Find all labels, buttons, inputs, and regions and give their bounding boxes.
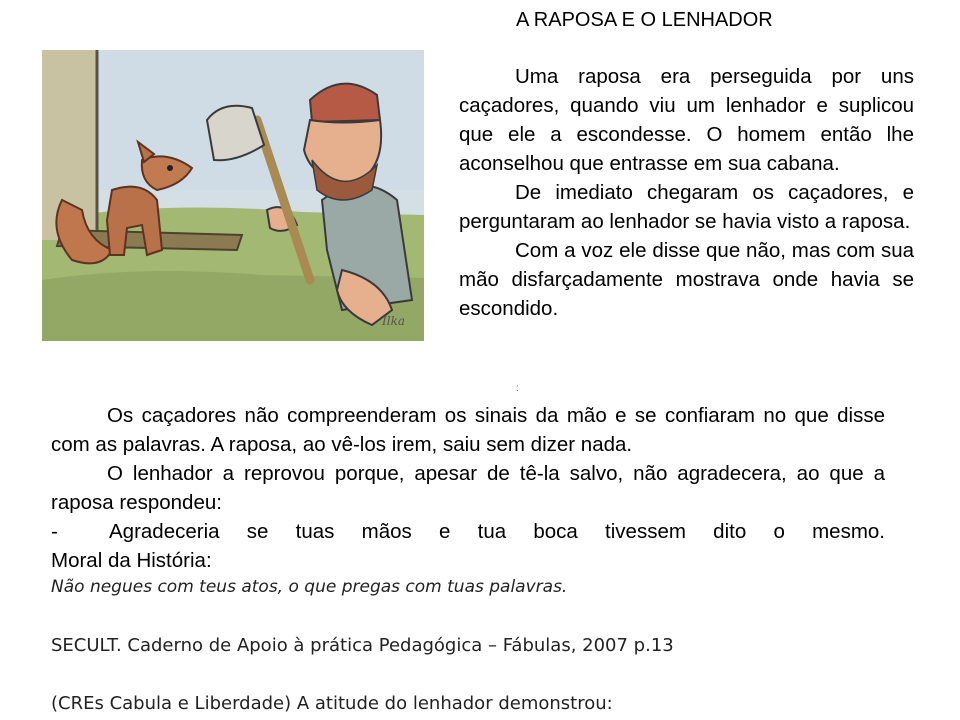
story-paragraph: Com a voz ele disse que não, mas com sua mão disfarçadamente mostrava onde havia se escondido. — [459, 239, 914, 320]
dialogue-text: Agradeceria se tuas mãos e tua boca tivessem dito o mesmo. — [109, 520, 885, 543]
story-title: A RAPOSA E O LENHADOR — [516, 9, 773, 31]
source-citation: SECULT. Caderno de Apoio à prática Pedagógica – Fábulas, 2007 p.13 — [51, 635, 674, 656]
story-paragraph: Uma raposa era perseguida por uns caçadores, quando viu um lenhador e suplicou que ele a escondesse. O homem então lhe aconselhou que entrasse em sua cabana. — [459, 65, 914, 175]
story-continuation — [51, 401, 885, 575]
artist-signature: Ilka — [382, 314, 406, 328]
moral-label: Moral da História: — [51, 549, 212, 572]
story-paragraph: De imediato chegaram os caçadores, e perguntaram ao lenhador se havia visto a raposa. — [459, 181, 914, 233]
moral-text: Não negues com teus atos, o que pregas com tuas palavras. — [51, 577, 568, 597]
dialogue-dash: - — [51, 520, 58, 543]
question-prompt: (CREs Cabula e Liberdade) A atitude do lenhador demonstrou: — [51, 693, 613, 714]
separator-mark: : — [516, 383, 519, 394]
fox-eye — [167, 165, 173, 171]
story-column-right — [459, 62, 914, 323]
story-paragraph: O lenhador a reprovou porque, apesar de tê-la salvo, não agradecera, ao que a raposa respondeu: — [51, 462, 885, 514]
story-paragraph: Os caçadores não compreenderam os sinais da mão e se confiaram no que disse com as palavras. A raposa, ao vê-los irem, saiu sem dizer nada. — [51, 404, 885, 456]
fox-and-woodcutter-illustration — [42, 50, 424, 341]
dialogue-line — [51, 517, 885, 546]
